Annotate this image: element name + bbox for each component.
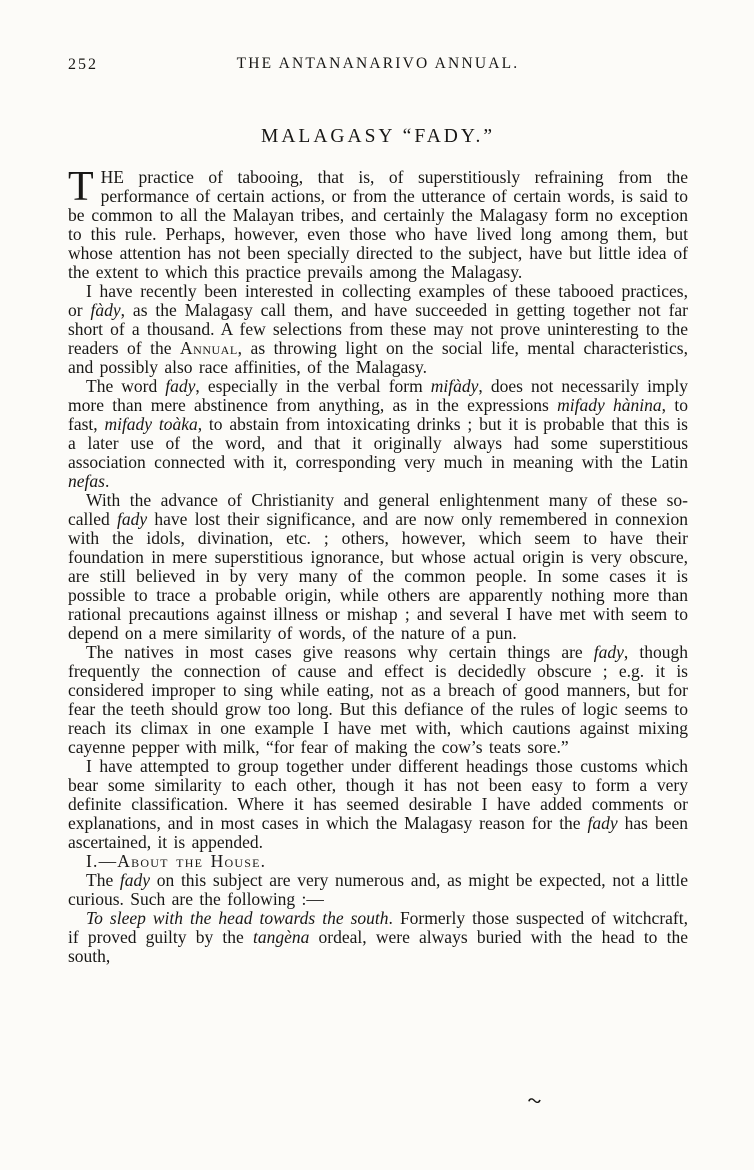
journal-title: THE ANTANANARIVO ANNUAL. (236, 55, 520, 72)
paragraph: I have attempted to group together under different headings those customs which bear some similarity to each other, though it has not been easy to form a very definite classification. Where it has seemed desirable I have added comments or explanations, and in most cases in which the Malagasy reason for the fady has been ascertained, it is appended. (68, 756, 688, 852)
paragraph: The fady on this subject are very numerous and, as might be expected, not a little curious. Such are the following :— (68, 870, 688, 909)
drop-cap: T (68, 164, 94, 210)
paragraph: THE practice of tabooing, that is, of superstitiously refraining from the performance of certain actions, or from the utterance of certain words, is said to be common to all the Malayan tribes, and certainly the Malagasy form no exception to this rule. Perhaps, however, even those who have lived long among them, but whose attention has not been specially directed to the subject, have but little idea of the extent to which this practice prevails among the Malagasy. (68, 164, 688, 282)
paragraph: With the advance of Christianity and general enlightenment many of these so-called fady have lost their significance, and are now only remembered in connexion with the idols, divination, etc. ; others, however, which seem to have their foundation in mere superstitious ignorance, but whose actual origin is very obscure, are still believed in by very many of the common people. In some cases it is possible to trace a probable origin, while others are apparently nothing more than rational precautions against illness or mishap ; and several I have met with seem to depend on a mere similarity of words, of the nature of a pun. (68, 490, 688, 643)
running-header (68, 55, 688, 77)
printer-ink-mark: ~ (526, 1089, 541, 1113)
paragraph: The natives in most cases give reasons why certain things are fady, though frequently the connection of cause and effect is decidedly obscure ; e.g. it is considered improper to sing while eating, not as a breach of good manners, but for fear the teeth should grow too long. But this defiance of the rules of logic seems to reach its climax in one example I have met with, which cautions against mixing cayenne pepper with milk, “for fear of making the cow’s teats sore.” (68, 642, 688, 757)
paragraph: To sleep with the head towards the south. Formerly those suspected of witchcraft, if proved guilty by the tangèna ordeal, were always buried with the head to the south, (68, 908, 688, 966)
paragraph: The word fady, especially in the verbal form mifàdy, does not necessarily imply more than mere abstinence from anything, as in the expressions mifady hànina, to fast, mifady toàka, to abstain from intoxicating drinks ; but it is probable that this is a later use of the word, and that it originally always had some superstitious association connected with it, corresponding very much in meaning with the Latin nefas. (68, 376, 688, 491)
page-number: 252 (68, 56, 98, 73)
article-title: MALAGASY “FADY.” (261, 126, 495, 147)
article-body (68, 164, 689, 966)
paragraph: I have recently been interested in collecting examples of these tabooed practices, or fàdy, as the Malagasy call them, and have succeeded in getting together not far short of a thousand. A few selections from these may not prove uninteresting to the readers of the Annual, as throwing light on the social life, mental characteristics, and possibly also race affinities, of the Malagasy. (68, 281, 689, 377)
section-heading: I.—About the House. (86, 851, 267, 871)
